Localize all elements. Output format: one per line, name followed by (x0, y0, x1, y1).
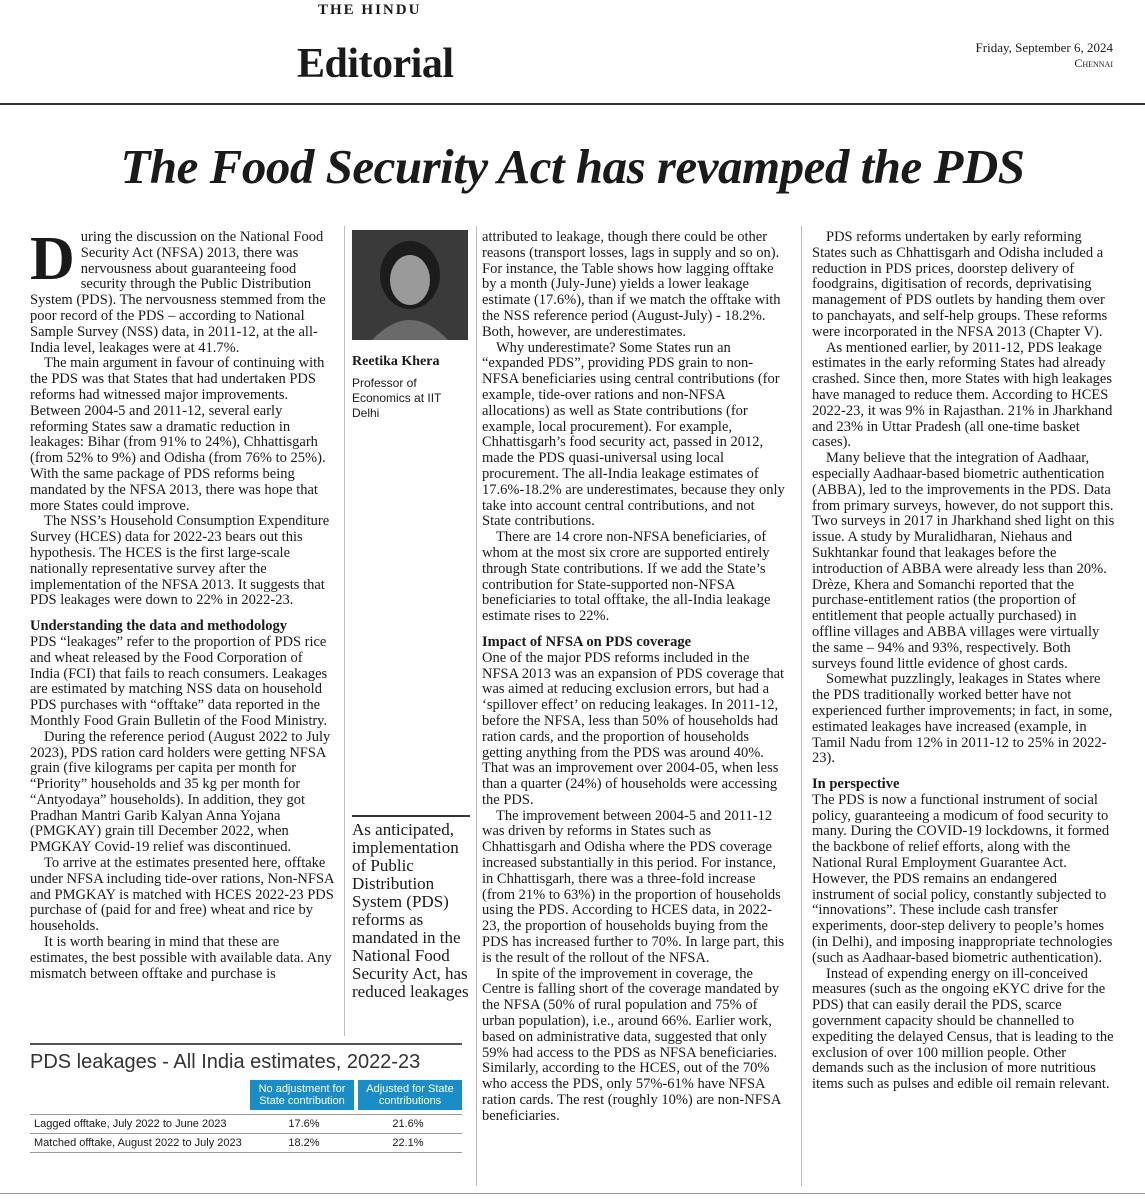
paragraph: Somewhat puzzlingly, leakages in States where the PDS traditionally worked better have not experienced further improvements; in fact, in some, estimated leakages have increased (example, in Tamil Nadu from 12% in 2011-12 to 25% in 2022-23). (812, 671, 1113, 767)
drop-cap: D (30, 225, 75, 293)
article-column-1 (30, 225, 336, 982)
header-rule (0, 103, 1145, 105)
paragraph: One of the major PDS reforms included in the NFSA 2013 was an expansion of PDS coverage that was aimed at reducing exclusion errors, but had a ‘spillover effect’ on reducing leakages. In 2011-12, before the NFSA, less than 50% of households had ration cards, and the proportion of households getting anything from the PDS was around 40%. That was an improvement over 2004-05, when less than a quarter (24%) of households were accessing the PDS. (482, 649, 785, 808)
paragraph: Many believe that the integration of Aadhaar, especially Aadhaar-based biometric authentication (ABBA), led to the improvements in the PDS. Data from primary surveys, however, do not support this. Two surveys in 2017 in Jharkhand shed light on this issue. A study by Muralidharan, Niehaus and Sukhtankar found that leakages before the introduction of ABBA were already less than 20%. Drèze, Khera and Somanchi reported that the purchase-entitlement ratios (the proportion of entitlement that people actually purchased) in offline villages and ABBA villages were virtually the same – 94% and 93%, respectively. Both surveys found little evidence of ghost cards. (812, 450, 1115, 672)
table-header-cell: No adjustment for State contribution (250, 1080, 354, 1110)
author-photo (352, 230, 468, 340)
paragraph-text: uring the discussion on the National Food Security Act (NFSA) 2013, there was nervousness about guaranteeing food security through the Public Distribution System (PDS). The nervousness stemmed from the poor record of the PDS – according to National Sample Survey (NSS) data, in 2011-12, at the all-India level, leakages were at 41.7%. (30, 229, 326, 356)
table-row (30, 1114, 462, 1133)
paragraph: Instead of expending energy on ill-conceived measures (such as the ongoing eKYC drive for the PDS) that can easily derail the PDS, scarce government capacity should be channelled to expediting the delayed Census, that is leading to the exclusion of over 100 million people. Other demands such as the inclusion of more nutritious items such as pulses and edible oil remain relevant. (812, 965, 1114, 1093)
paragraph: Why underestimate? Some States run an “expanded PDS”, providing PDS grain to non-NFSA beneficiaries using central contributions (for example, tide-over rations and non-NFSA allocations) as well as State contributions (for example, local procurement). For example, Chhattisgarh’s food security act, passed in 2012, made the PDS quasi-universal using local procurement. The all-India leakage estimates of 17.6%-18.2% are underestimates, because they only take into account central contributions, and not State contributions. (482, 339, 785, 530)
leakage-table (30, 1043, 462, 1153)
footer-rule (0, 1193, 1145, 1194)
table-header-blank (30, 1080, 246, 1110)
paragraph: The improvement between 2004-5 and 2011-12 was driven by reforms in States such as Chhattisgarh and Odisha where the PDS coverage increased substantially in this period. For instance, in Chhattisgarh, there was a three-fold increase (from 21% to 63%) in the proportion of households using the PDS. According to HCES data, in 2022-23, the proportion of households buying from the PDS has increased further to 70%. In large part, this is the result of the rollout of the NFSA. (482, 807, 785, 966)
issue-date: Friday, September 6, 2024 (975, 40, 1113, 55)
table-cell: 22.1% (392, 1137, 424, 1149)
paragraph: The main argument in favour of continuing with the PDS was that States that had undertaken PDS reforms had witnessed major improvements. Between 2004-5 and 2011-12, several early reforming States saw a dramatic reduction in leakages: Bihar (from 91% to 24%), Chhattisgarh (from 52% to 9%) and Odisha (from 76% to 25%). With the same package of PDS reforms being mandated by the NFSA 2013, there was hope that more States could improve. (30, 355, 326, 514)
pull-quote: As anticipated, implementation of Public Distribution System (PDS) reforms as mandated in the National Food Security Act, has reduced leakages (352, 815, 470, 1001)
article-column-3 (812, 230, 1117, 1093)
table-cell: 18.2% (288, 1137, 320, 1149)
paragraph: There are 14 crore non-NFSA beneficiaries, of whom at the most six crore are supported entirely through State contributions. If we add the State’s contribution for State-supported non-NFSA beneficiaries to total offtake, the all-India leakage estimate rises to 22%. (482, 529, 771, 625)
table-header-cell: Adjusted for State contributions (358, 1080, 462, 1110)
column-divider (801, 226, 802, 1186)
paragraph: The NSS’s Household Consumption Expenditure Survey (HCES) data for 2022-23 bears out this hypothesis. The HCES is the first large-scale nationally representative survey after the implementation of the NFSA 2013. It suggests that PDS leakages were down to 22% in 2022-23. (30, 513, 330, 609)
table-row-label: Lagged offtake, July 2022 to June 2023 (34, 1118, 227, 1130)
paragraph: attributed to leakage, though there could be other reasons (transport losses, lags in supply and so on). For instance, the Table shows how lagging offtake by a month (July-June) yields a lower leakage estimate (17.6%), than if we match the offtake with the NSS reference period (August-July) - 18.2%. Both, however, are underestimates. (482, 229, 781, 340)
subheading: Understanding the data and methodology (30, 618, 288, 635)
paragraph: PDS reforms undertaken by early reforming States such as Chhattisgarh and Odisha included a reduction in PDS prices, doorstep delivery of foodgrains, digitisation of records, deprivatising management of PDS outlets by handing them over to panchayats, and self-help groups. These reforms were incorporated in the NFSA 2013 (Chapter V). (812, 229, 1108, 340)
column-divider (344, 226, 345, 1036)
article-headline: The Food Security Act has revamped the PDS (120, 139, 1025, 194)
subheading: Impact of NFSA on PDS coverage (482, 633, 692, 650)
paragraph: The PDS is now a functional instrument of social policy, guaranteeing a modicum of food security to many. During the COVID-19 lockdowns, it formed the backbone of relief efforts, along with the National Rural Employment Guarantee Act. However, the PDS remains an endangered instrument of social policy, constantly subjected to “innovations”. These include cash transfer experiments, door-step delivery to people’s homes (in Delhi), and imposing inappropriate technologies (such as Aadhaar-based biometric authentication). (812, 791, 1113, 966)
table-row (30, 1133, 462, 1153)
subheading: In perspective (812, 776, 900, 793)
table-cell: 17.6% (288, 1118, 320, 1130)
table-row-label: Matched offtake, August 2022 to July 2023 (34, 1137, 242, 1149)
masthead-brand: THE HINDU (318, 2, 422, 18)
author-title: Professor of Economics at IIT Delhi (352, 376, 442, 420)
edition-city: Chennai (1074, 56, 1113, 70)
paragraph: PDS “leakages” refer to the proportion of PDS rice and wheat released by the Food Corporation of India (FCI) that fails to reach consumers. Leakages are estimated by matching NSS data on household PDS purchases with “offtake” data reported in the Monthly Food Grain Bulletin of the Food Ministry. (30, 633, 328, 729)
paragraph: During the reference period (August 2022 to July 2023), PDS ration card holders were getting NFSA grain (five kilograms per capita per month for “Priority” households and 35 kg per month for “Antyodaya” households). In addition, they got Pradhan Mantri Garib Kalyan Anna Yojana (PMGKAY) grain till December 2022, when PMGKAY Covid-19 relief was discontinued. (30, 728, 331, 856)
author-portrait-image (352, 230, 468, 340)
table-cell: 21.6% (392, 1118, 424, 1130)
paragraph: In spite of the improvement in coverage, the Centre is falling short of the coverage mandated by the NFSA (50% of rural population and 75% of urban population), i.e., around 66%. Earlier work, based on administrative data, suggested that only 59% had access to the PDS as NFSA beneficiaries. Similarly, according to the HCES, out of the 70% who access the PDS, only 57%-61% have NFSA ration cards. The rest (roughly 10%) are non-NFSA beneficiaries. (482, 965, 781, 1124)
table-title: PDS leakages - All India estimates, 2022-23 (30, 1043, 462, 1074)
column-divider (476, 226, 477, 1186)
masthead-section: Editorial (297, 41, 454, 87)
paragraph (30, 225, 336, 356)
paragraph: As mentioned earlier, by 2011-12, PDS leakage estimates in the early reforming States had already crashed. Since then, more States with high leakages have managed to reduce them. According to HCES 2022-23, it was 9% in Rajasthan. 21% in Jharkhand and 23% in Uttar Pradesh (all one-time basket cases). (812, 339, 1113, 451)
paragraph: To arrive at the estimates presented here, offtake under NFSA including tide-over rations, Non-NFSA and PMGKAY is matched with HCES 2022-23 PDS purchase of (paid for and free) wheat and rice by households. (30, 855, 334, 935)
table-header-row (30, 1080, 462, 1110)
paragraph: It is worth bearing in mind that these are estimates, the best possible with available data. Any mismatch between offtake and purchase is (30, 934, 332, 982)
article-column-2 (482, 230, 785, 1125)
author-name: Reetika Khera (352, 354, 440, 369)
